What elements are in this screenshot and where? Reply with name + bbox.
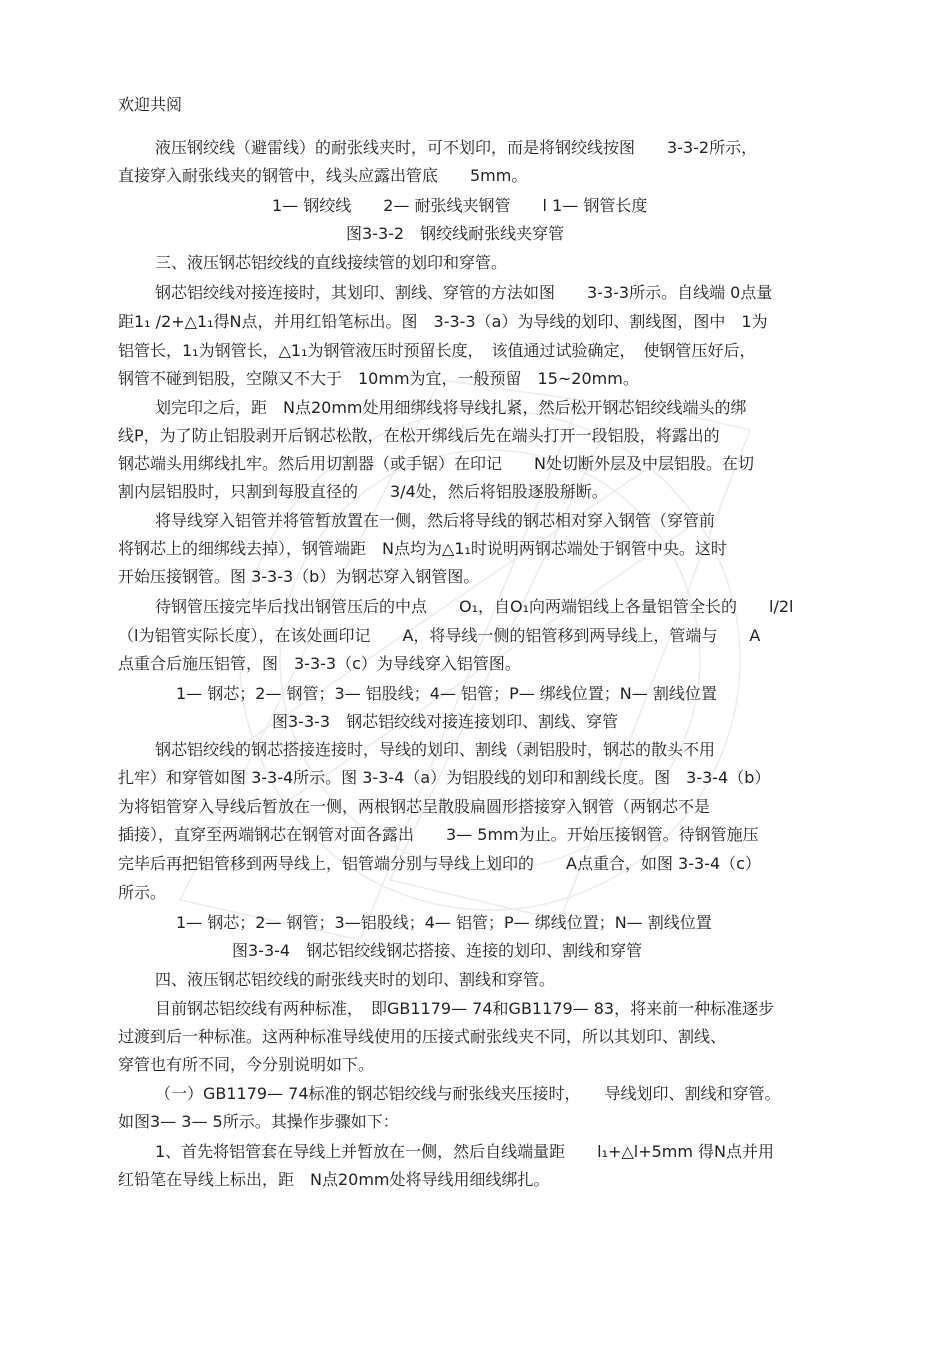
paragraph-line: 将导线穿入铝管并将管暂放置在一侧，然后将导线的钢芯相对穿入钢管（穿管前 — [155, 511, 716, 530]
paragraph-line: 将钢芯上的细绑线去掉），钢管端距 N点均为△1₁时说明两钢芯端处于钢管中央。这时 — [118, 539, 727, 558]
paragraph-line: 如图3— 3— 5所示。其操作步骤如下： — [118, 1112, 399, 1131]
paragraph-line: 开始压接钢管。图 3-3-3（b）为钢芯穿入钢管图。 — [118, 567, 480, 586]
section-heading: 四、液压钢芯铝绞线的耐张线夹时的划印、割线和穿管。 — [155, 970, 556, 989]
figure-caption: 图3-3-4 钢芯铝绞线钢芯搭接、连接的划印、割线和穿管 — [232, 941, 643, 960]
paragraph-line: 过渡到后一种标准。这两种标准导线使用的压接式耐张线夹不同，所以其划印、割线、 — [118, 1027, 727, 1046]
paragraph-line: 液压钢绞线（避雷线）的耐张线夹时，可不划印，而是将钢绞线按图 3-3-2所示， — [155, 138, 758, 157]
paragraph-line: 为将铝管穿入导线后暂放在一侧，两根钢芯呈散股扁圆形搭接穿入钢管（两钢芯不是 — [118, 797, 711, 816]
paragraph-line: 割内层铝股时，只割到每股直径的 3/4处，然后将铝股逐股掰断。 — [118, 482, 608, 501]
paragraph-line: 1、首先将铝管套在导线上并暂放在一侧，然后自线端量距 l₁+△l+5mm 得N点并用 — [155, 1142, 775, 1161]
paragraph-line: 穿管也有所不同，今分别说明如下。 — [118, 1055, 375, 1074]
paragraph-line: 距1₁ /2+△1₁得N点，并用红铅笔标出。图 3-3-3（a）为导线的划印、割线图，图中 1为 — [118, 312, 768, 331]
subsection-heading: （一）GB1179— 74标准的钢芯铝绞线与耐张线夹压接时， 导线划印、割线和穿管。 — [155, 1084, 781, 1103]
paragraph-line: 红铅笔在导线上标出，距 N点20mm处将导线用细线绑扎。 — [118, 1170, 550, 1189]
section-heading: 三、液压钢芯铝绞线的直线接续管的划印和穿管。 — [155, 253, 508, 272]
paragraph-line: 待钢管压接完毕后找出钢管压后的中点 O₁，自O₁向两端铝线上各量铝管全长的 l/2l — [155, 597, 794, 616]
paragraph-line: 划完印之后，距 N点20mm处用细绑线将导线扎紧，然后松开钢芯铝绞线端头的绑 — [155, 398, 747, 417]
figure-legend: 1— 钢芯；2— 钢管；3—铝股线；4— 铝管；P— 绑线位置；N— 割线位置 — [176, 913, 712, 932]
figure-legend: 1— 钢绞线 2— 耐张线夹钢管 l 1— 钢管长度 — [272, 196, 648, 215]
figure-caption: 图3-3-2 钢绞线耐张线夹穿管 — [346, 224, 565, 243]
paragraph-line: 钢芯铝绞线的钢芯搭接连接时，导线的划印、割线（剥铝股时，钢芯的散头不用 — [155, 740, 716, 759]
paragraph-line: 扎牢）和穿管如图 3-3-4所示。图 3-3-4（a）为铝股线的划印和割线长度。图 3-3-4（b） — [118, 768, 771, 787]
paragraph-line: 钢管不碰到铝股，空隙又不大于 10mm为宜，一般预留 15~20mm。 — [118, 369, 639, 388]
paragraph-line: 铝管长，1₁为钢管长，△1₁为钢管液压时预留长度， 该值通过试验确定， 使钢管压好后， — [118, 341, 756, 360]
paragraph-line: 直接穿入耐张线夹的钢管中，线头应露出管底 5mm。 — [118, 166, 528, 185]
paragraph-line: 钢芯铝绞线对接连接时，其划印、割线、穿管的方法如图 3-3-3所示。自线端 0点量 — [155, 283, 773, 302]
paragraph-line: 点重合后施压铝管，图 3-3-3（c）为导线穿入铝管图。 — [118, 654, 521, 673]
paragraph-line: （l为铝管实际长度），在该处画印记 A，将导线一侧的铝管移到两导线上，管端与 A — [118, 626, 761, 645]
paragraph-line: 完毕后再把铝管移到两导线上，铝管端分别与导线上划印的 A点重合，如图 3-3-4（c） — [118, 854, 761, 873]
header-text: 欢迎共阅 — [118, 95, 183, 114]
figure-legend: 1— 钢芯；2— 钢管；3— 铝股线；4— 铝管；P— 绑线位置；N— 割线位置 — [176, 684, 717, 703]
paragraph-line: 插接），直穿至两端钢芯在钢管对面各露出 3— 5mm为止。开始压接钢管。待钢管施压 — [118, 825, 759, 844]
paragraph-line: 线P，为了防止铝股剥开后钢芯松散，在松开绑线后先在端头打开一段铝股，将露出的 — [118, 426, 720, 445]
figure-caption: 图3-3-3 钢芯铝绞线对接连接划印、割线、穿管 — [272, 712, 619, 731]
paragraph-line: 钢芯端头用绑线扎牢。然后用切割器（或手锯）在印记 N处切断外层及中层铝股。在切 — [118, 454, 754, 473]
paragraph-line: 所示。 — [118, 883, 167, 902]
paragraph-line: 目前钢芯铝绞线有两种标准， 即GB1179— 74和GB1179— 83，将来前一种标准逐步 — [155, 999, 775, 1018]
